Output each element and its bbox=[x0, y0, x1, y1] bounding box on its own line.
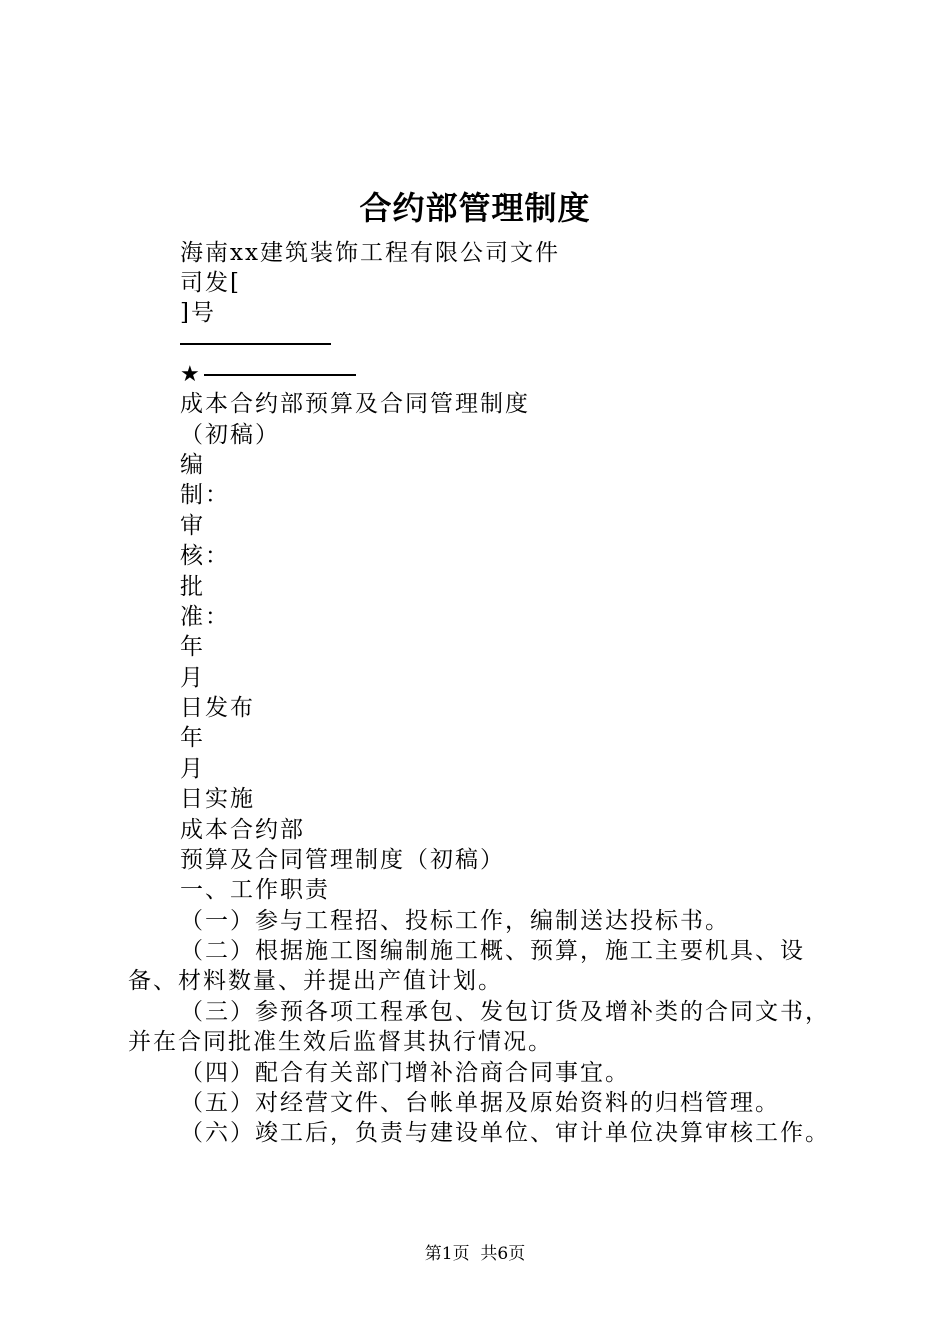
field-label: 审 bbox=[180, 513, 205, 539]
draft-label: （初稿） bbox=[180, 422, 280, 448]
duty-item: （一）参与工程招、投标工作，编制送达投标书。 bbox=[180, 908, 730, 934]
section-heading: 一、工作职责 bbox=[180, 877, 330, 903]
field-label: 制： bbox=[180, 482, 230, 508]
date-label: 月 bbox=[180, 665, 205, 691]
document-number-suffix: ]号 bbox=[180, 300, 216, 326]
field-label: 编 bbox=[180, 452, 205, 478]
date-label: 月 bbox=[180, 756, 205, 782]
company-name: 海南xx建筑装饰工程有限公司文件 bbox=[180, 240, 560, 266]
field-label: 批 bbox=[180, 574, 205, 600]
policy-title: 成本合约部预算及合同管理制度 bbox=[180, 391, 530, 417]
duty-item: （六）竣工后，负责与建设单位、审计单位决算审核工作。 bbox=[180, 1120, 830, 1146]
department-name: 成本合约部 bbox=[180, 817, 305, 843]
section-heading: 预算及合同管理制度（初稿） bbox=[180, 847, 505, 873]
page-footer: 第1页 共6页 bbox=[424, 1244, 526, 1264]
star-rule bbox=[204, 374, 356, 376]
duty-item: （五）对经营文件、台帐单据及原始资料的归档管理。 bbox=[180, 1090, 780, 1116]
duty-item: （三）参预各项工程承包、发包订货及增补类的合同文书， bbox=[180, 999, 830, 1025]
document-number-prefix: 司发[ bbox=[180, 270, 241, 296]
date-label: 日发布 bbox=[180, 695, 255, 721]
duty-item-continued: 备、材料数量、并提出产值计划。 bbox=[128, 968, 503, 994]
duty-item: （二）根据施工图编制施工概、预算，施工主要机具、设 bbox=[180, 938, 805, 964]
date-label: 日实施 bbox=[180, 786, 255, 812]
document-title: 合约部管理制度 bbox=[359, 189, 591, 227]
duty-item-continued: 并在合同批准生效后监督其执行情况。 bbox=[128, 1029, 553, 1055]
header-rule bbox=[180, 343, 331, 345]
field-label: 核： bbox=[180, 543, 230, 569]
date-label: 年 bbox=[180, 725, 205, 751]
duty-item: （四）配合有关部门增补洽商合同事宜。 bbox=[180, 1060, 630, 1086]
field-label: 准： bbox=[180, 604, 230, 630]
date-label: 年 bbox=[180, 634, 205, 660]
star-icon: ★ bbox=[180, 362, 200, 387]
